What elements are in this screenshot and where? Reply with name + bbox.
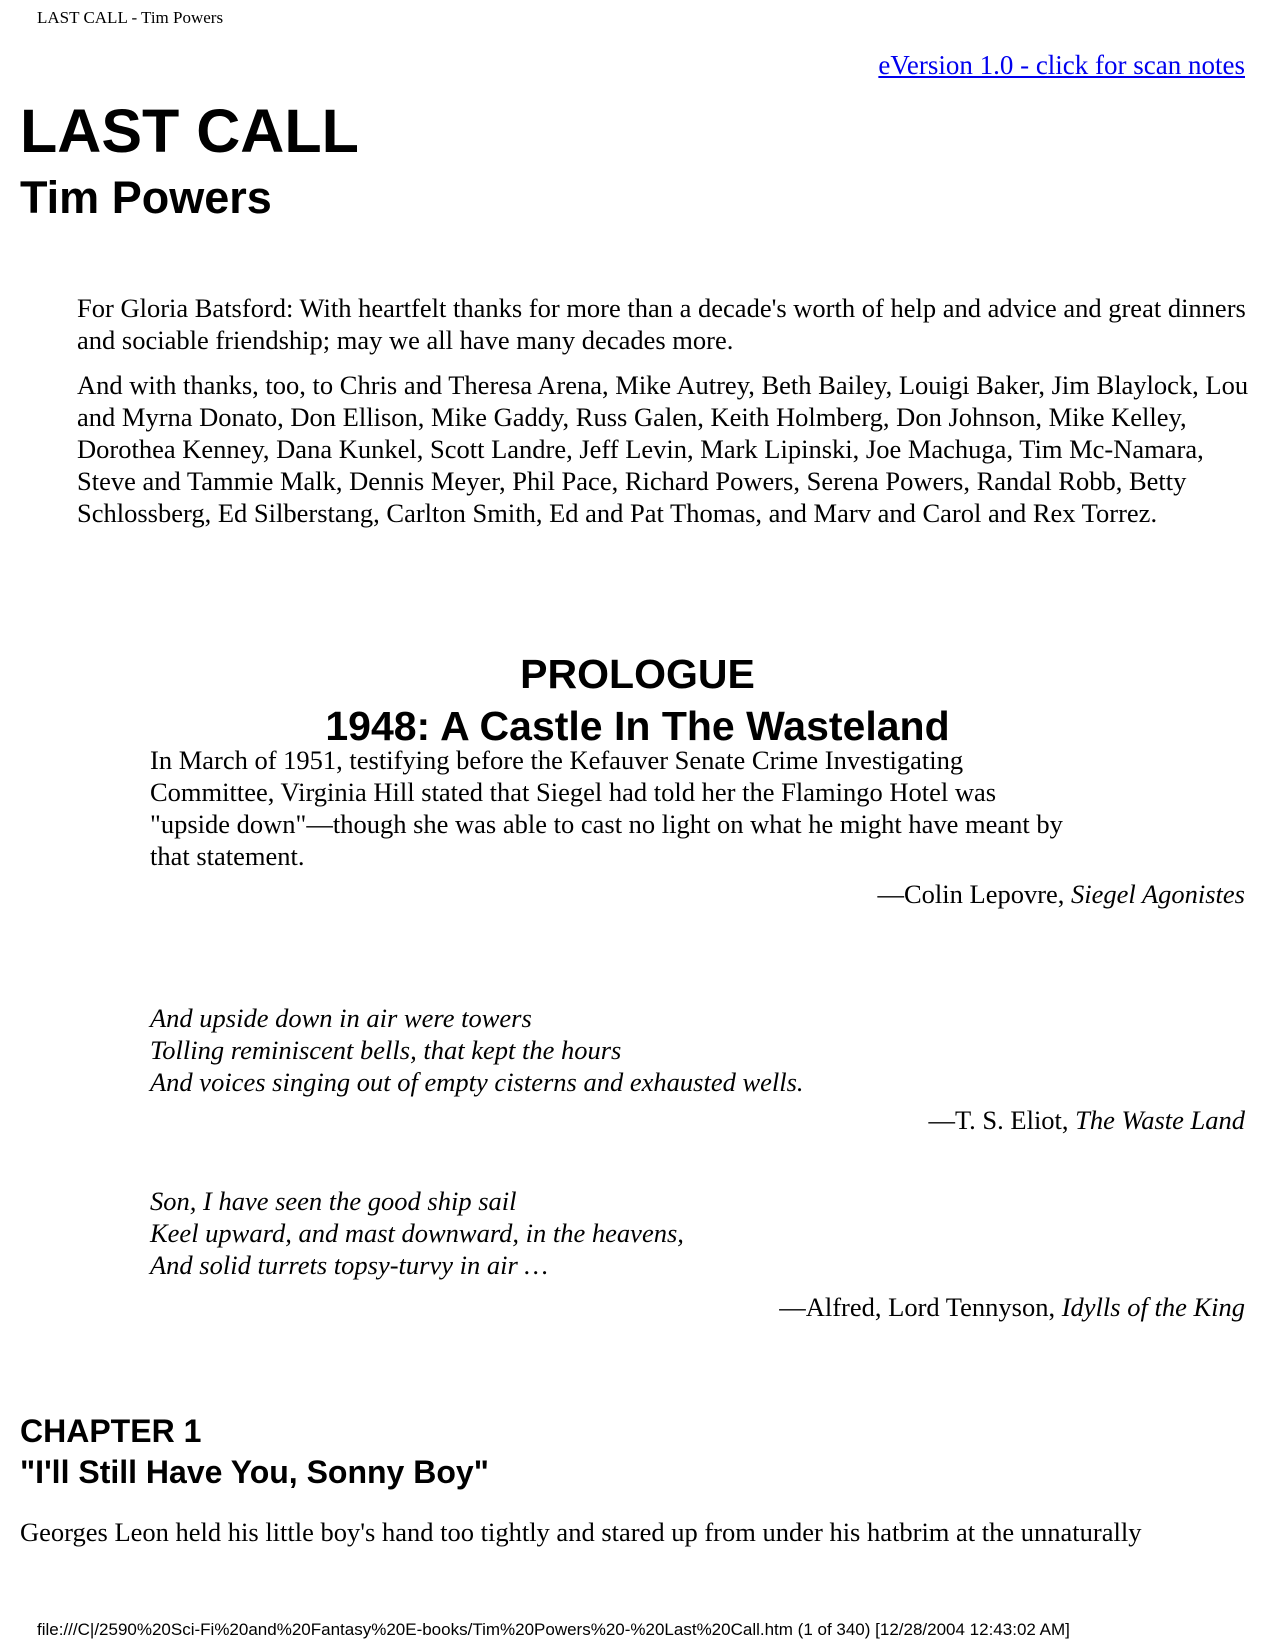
chapter-title: "I'll Still Have You, Sonny Boy" (20, 1454, 489, 1490)
epigraph-2-text (150, 1002, 1130, 1098)
epigraph-3-attribution (779, 1291, 1245, 1323)
book-author: Tim Powers (20, 172, 272, 223)
epigraph-2-work: The Waste Land (1075, 1105, 1245, 1135)
epigraph-3-author: —Alfred, Lord Tennyson, (779, 1292, 1062, 1322)
book-title: LAST CALL (20, 97, 359, 165)
epigraph-1-author: —Colin Lepovre, (877, 879, 1072, 909)
print-footer: file:///C|/2590%20Sci-Fi%20and%20Fantasy%20E-books/Tim%20Powers%20-%20Last%20Call.htm (1 of 340) [12/28/2004 12:43:02 AM] (37, 1620, 1070, 1639)
prologue-label: PROLOGUE (520, 651, 755, 697)
epigraph-2-line: Tolling reminiscent bells, that kept the hours (150, 1035, 622, 1065)
epigraph-2-attribution (928, 1104, 1245, 1136)
chapter-body-text: Georges Leon held his little boy's hand too tightly and stared up from under his hatbrim at the unnaturally (20, 1517, 1142, 1547)
dedication-paragraph-1: For Gloria Batsford: With heartfelt thanks for more than a decade's worth of help and advice and great dinners and sociable friendship; may we all have many decades more. (77, 293, 1246, 355)
print-header: LAST CALL - Tim Powers (37, 8, 224, 27)
epigraph-1-work: Siegel Agonistes (1071, 879, 1245, 909)
epigraph-2-line: And voices singing out of empty cisterns and exhausted wells. (150, 1067, 804, 1097)
epigraph-3-line: Keel upward, and mast downward, in the heavens, (150, 1218, 684, 1248)
prologue-subtitle: 1948: A Castle In The Wasteland (325, 703, 950, 749)
epigraph-3-line: And solid turrets topsy-turvy in air … (150, 1250, 548, 1280)
chapter-number: CHAPTER 1 (20, 1413, 202, 1449)
epigraph-2-author: —T. S. Eliot, (928, 1105, 1076, 1135)
scan-notes-link[interactable]: eVersion 1.0 - click for scan notes (878, 50, 1245, 80)
epigraph-1-attribution (877, 878, 1245, 910)
epigraph-1-line: In March of 1951, testifying before the Kefauver Senate Crime Investigating Committee, Virginia Hill stated that Siegel had told her the Flamingo Hotel was "upside down"—though she was able to cast no light on what he might have meant by that statement. (150, 745, 1063, 871)
epigraph-3-text (150, 1185, 1130, 1281)
epigraph-3-line: Son, I have seen the good ship sail (150, 1186, 517, 1216)
dedication (77, 292, 1257, 542)
chapter-heading (20, 1411, 489, 1493)
dedication-paragraph-2: And with thanks, too, to Chris and Theresa Arena, Mike Autrey, Beth Bailey, Louigi Baker, Jim Blaylock, Lou and Myrna Donato, Don Ellison, Mike Gaddy, Russ Galen, Keith Holmberg, Don Johnson, Mike Kelley, Dorothea Kenney, Dana Kunkel, Scott Landre, Jeff Levin, Mark Lipinski, Joe Machuga, Tim Mc-Namara, Steve and Tammie Malk, Dennis Meyer, Phil Pace, Richard Powers, Serena Powers, Randal Robb, Betty Schlossberg, Ed Silberstang, Carlton Smith, Ed and Pat Thomas, and Marv and Carol and Rex Torrez. (77, 370, 1249, 528)
prologue-heading (0, 648, 1275, 752)
epigraph-1-text (150, 744, 1075, 872)
epigraph-3-work: Idylls of the King (1061, 1292, 1245, 1322)
epigraph-2-line: And upside down in air were towers (150, 1003, 532, 1033)
